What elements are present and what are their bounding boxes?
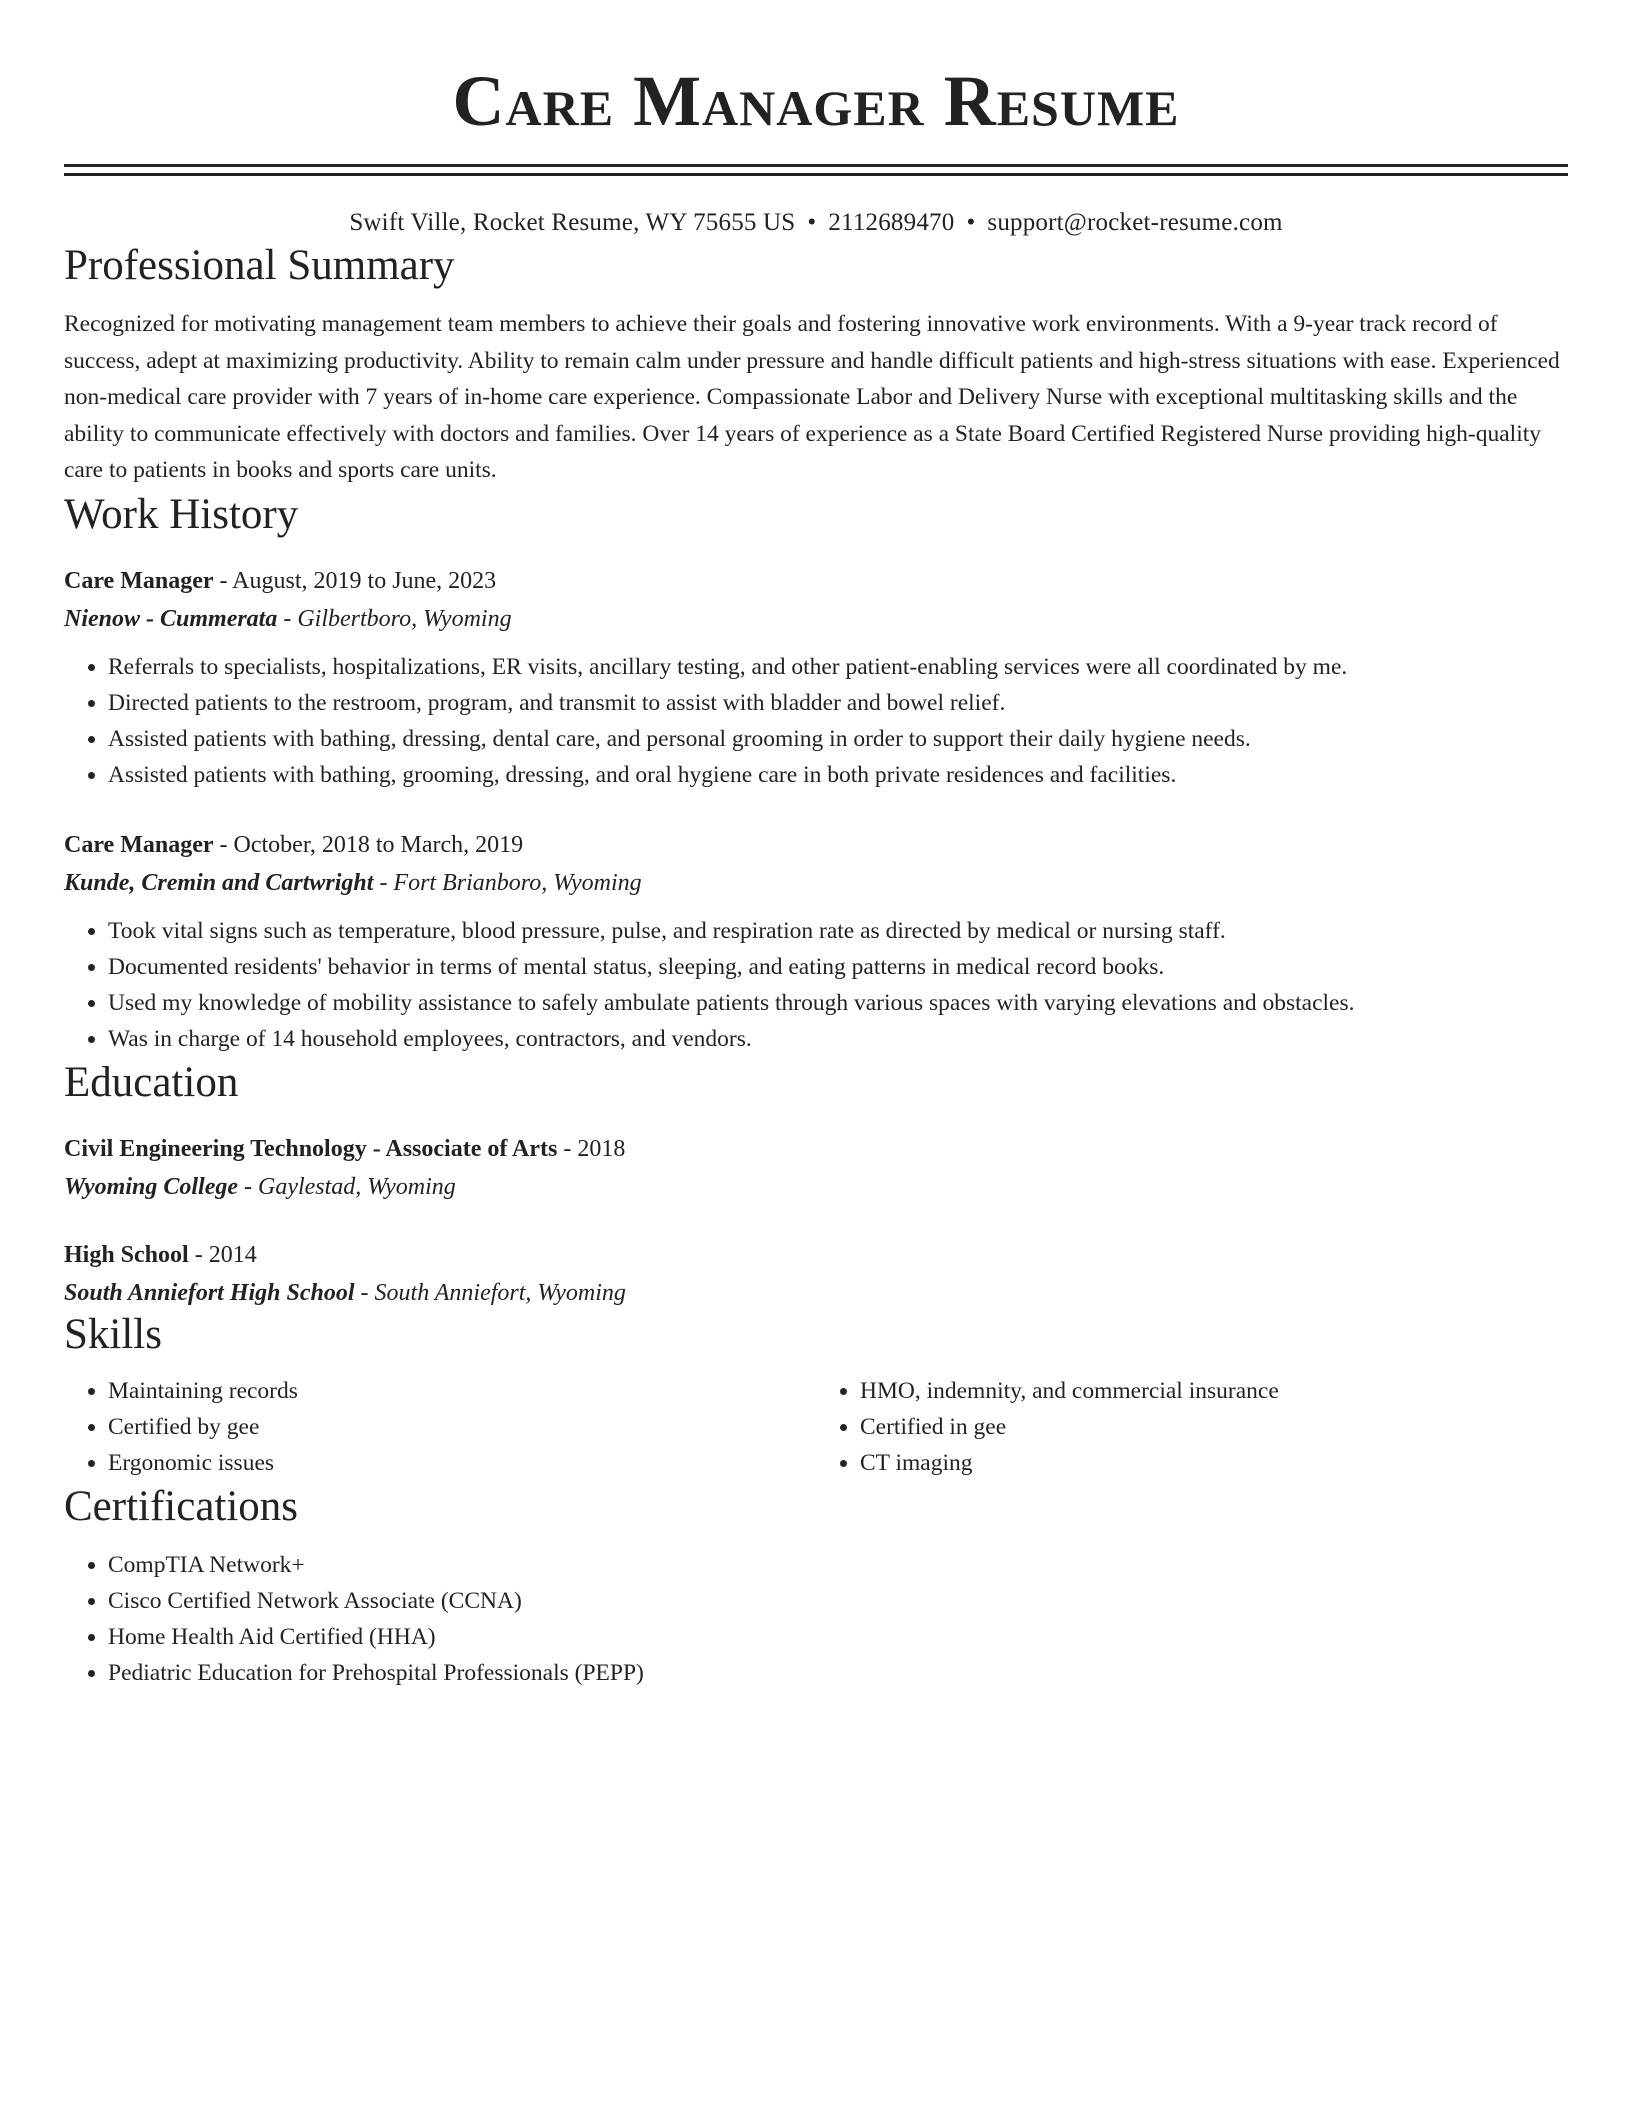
skill-item: • Certified in gee — [860, 1409, 1568, 1445]
education-school: Wyoming College — [64, 1173, 238, 1200]
job-duty: • Was in charge of 14 household employees, contractors, and vendors. — [108, 1021, 1568, 1057]
title-divider-bottom — [64, 173, 1568, 176]
education-degree-line — [64, 1239, 1568, 1271]
contact-separator: • — [807, 209, 817, 236]
skills-list-left — [64, 1373, 816, 1481]
job-duties-list — [64, 913, 1568, 1057]
education-year: - 2018 — [557, 1135, 626, 1162]
summary-heading: Professional Summary — [64, 242, 455, 289]
education-location: - South Anniefort, Wyoming — [354, 1279, 626, 1306]
job-dates: - October, 2018 to March, 2019 — [213, 831, 524, 858]
job-duty: • Assisted patients with bathing, grooming, dressing, and oral hygiene care in both private residences and facilities. — [108, 757, 1568, 793]
education-entry — [64, 1239, 1568, 1309]
job-employer-line — [64, 603, 1568, 635]
job-duty: • Assisted patients with bathing, dressing, dental care, and personal grooming in order to support their daily hygiene needs. — [108, 721, 1568, 757]
resume-title: Care Manager Resume — [452, 61, 1180, 141]
job-company: Nienow - Cummerata — [64, 605, 278, 632]
certification-item: • CompTIA Network+ — [108, 1547, 1568, 1583]
job-location: - Fort Brianboro, Wyoming — [373, 869, 642, 896]
contact-phone: 2112689470 — [828, 209, 955, 236]
education-school: South Anniefort High School — [64, 1279, 355, 1306]
contact-separator: • — [966, 209, 976, 236]
education-location: - Gaylestad, Wyoming — [238, 1173, 456, 1200]
job-duty: • Directed patients to the restroom, program, and transmit to assist with bladder and bowel relief. — [108, 685, 1568, 721]
skill-item: • Ergonomic issues — [108, 1445, 816, 1481]
education-degree: Civil Engineering Technology - Associate of Arts — [64, 1135, 558, 1162]
skills-heading: Skills — [64, 1310, 162, 1358]
skills-list-right — [816, 1373, 1568, 1481]
job-dates: - August, 2019 to June, 2023 — [213, 567, 497, 594]
job-title-line — [64, 829, 1568, 861]
summary-text: Recognized for motivating management team members to achieve their goals and fostering innovative work environments. With a 9-year track record of success, adept at maximizing productivity. Ability to remain calm under pressure and handle difficult patients and high-stress situations with ease. Experienced non-medical care provider with 7 years of in-home care experience. Compassionate Labor and Delivery Nurse with exceptional multitasking skills and the ability to communicate effectively with doctors and families. Over 14 years of experience as a State Board Certified Registered Nurse providing high-quality care to patients in books and sports care units. — [64, 311, 1560, 483]
title-divider-top — [64, 164, 1568, 167]
job-title: Care Manager — [64, 567, 214, 594]
certification-item: • Cisco Certified Network Associate (CCNA) — [108, 1583, 1568, 1619]
education-school-line — [64, 1171, 1568, 1203]
job-duties-list — [64, 649, 1568, 793]
certification-item: • Pediatric Education for Prehospital Professionals (PEPP) — [108, 1655, 1568, 1691]
certifications-list — [64, 1547, 1568, 1691]
education-year: - 2014 — [188, 1241, 257, 1268]
job-duty: • Took vital signs such as temperature, blood pressure, pulse, and respiration rate as directed by medical or nursing staff. — [108, 913, 1568, 949]
job-company: Kunde, Cremin and Cartwright — [64, 869, 374, 896]
job-entry — [64, 565, 1568, 793]
skill-item: • CT imaging — [860, 1445, 1568, 1481]
job-title-line — [64, 565, 1568, 597]
education-degree-line — [64, 1133, 1568, 1165]
job-location: - Gilbertboro, Wyoming — [277, 605, 512, 632]
job-duty: • Documented residents' behavior in terms of mental status, sleeping, and eating patterns in medical record books. — [108, 949, 1568, 985]
work-history-heading: Work History — [64, 490, 299, 538]
contact-line — [64, 206, 1568, 240]
skills-grid — [64, 1373, 1568, 1481]
skill-item: • HMO, indemnity, and commercial insurance — [860, 1373, 1568, 1409]
skill-item: • Certified by gee — [108, 1409, 816, 1445]
education-school-line — [64, 1277, 1568, 1309]
education-heading: Education — [64, 1058, 239, 1106]
job-duty: • Used my knowledge of mobility assistance to safely ambulate patients through various spaces with varying elevations and obstacles. — [108, 985, 1568, 1021]
job-duty: • Referrals to specialists, hospitalizations, ER visits, ancillary testing, and other patient-enabling services were all coordinated by me. — [108, 649, 1568, 685]
skill-item: • Maintaining records — [108, 1373, 816, 1409]
education-degree: High School — [64, 1241, 189, 1268]
certification-item: • Home Health Aid Certified (HHA) — [108, 1619, 1568, 1655]
job-employer-line — [64, 867, 1568, 899]
certifications-heading: Certifications — [64, 1482, 299, 1530]
job-entry — [64, 829, 1568, 1057]
contact-email: support@rocket-resume.com — [987, 209, 1283, 236]
education-entry — [64, 1133, 1568, 1203]
contact-address: Swift Ville, Rocket Resume, WY 75655 US — [349, 209, 796, 236]
job-title: Care Manager — [64, 831, 214, 858]
